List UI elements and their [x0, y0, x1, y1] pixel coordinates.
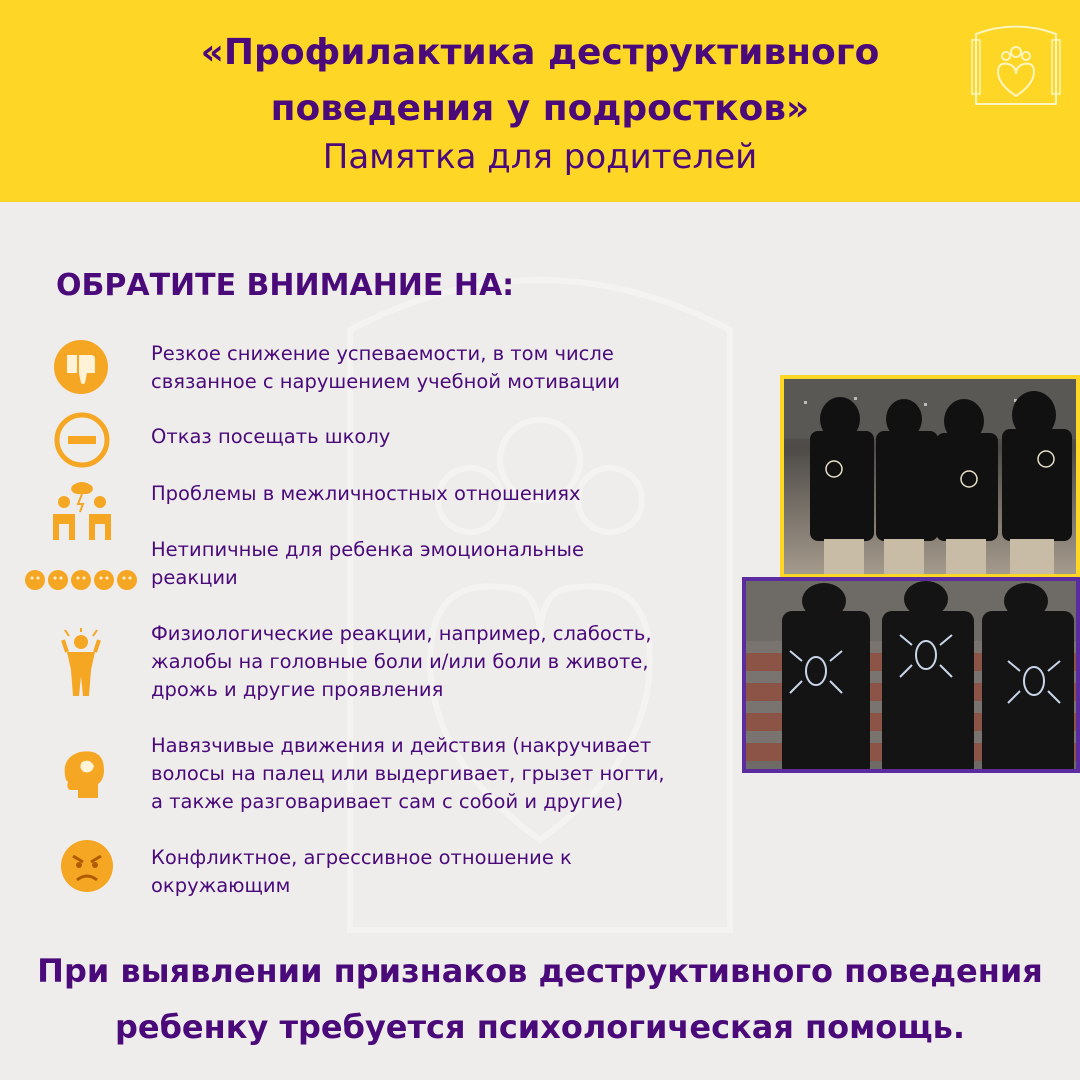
list-item-text: Конфликтное, агрессивное отношение к: [151, 846, 572, 869]
conflict-people-icon: [47, 478, 117, 542]
stressed-person-icon: [61, 628, 101, 698]
list-item: [151, 620, 751, 704]
list-item: [151, 423, 751, 451]
list-item: [151, 536, 751, 592]
photo-teens-stairs: [742, 577, 1080, 773]
photo-teens-mall: [780, 375, 1080, 578]
list-item-text: Физиологические реакции, например, слабость,: [151, 622, 652, 645]
photo-content: [784, 379, 1080, 578]
list-item-text: окружающим: [151, 874, 291, 897]
list-item-text: волосы на палец или выдергивает, грызет ногти,: [151, 762, 665, 785]
footer-line-2: ребенку требуется психологическая помощь.: [114, 1008, 966, 1046]
list-item: [151, 480, 751, 508]
head-profile-icon: [58, 746, 108, 802]
thumbs-down-icon: [53, 339, 109, 395]
emotion-faces-icon: [24, 568, 138, 592]
list-item-text: Навязчивые движения и действия (накручивает: [151, 734, 652, 757]
list-item-text: дрожь и другие проявления: [151, 678, 444, 701]
photo-content: [746, 581, 1080, 773]
no-entry-icon: [54, 412, 110, 468]
clinic-logo-icon: [966, 14, 1066, 114]
page-title: [0, 25, 1080, 137]
footer-line-1: При выявлении признаков деструктивного поведения: [37, 952, 1043, 990]
list-item: [151, 844, 751, 900]
section-heading: ОБРАТИТЕ ВНИМАНИЕ НА:: [56, 268, 515, 303]
angry-face-icon: [59, 838, 115, 894]
footer-message: [0, 943, 1080, 1055]
list-item-text: жалобы на головные боли и/или боли в животе,: [151, 650, 649, 673]
list-item-text: Проблемы в межличностных отношениях: [151, 482, 581, 505]
list-item: [151, 340, 751, 396]
list-item: [151, 732, 751, 816]
list-item-text: Резкое снижение успеваемости, в том числе: [151, 342, 614, 365]
list-item-text: реакции: [151, 566, 238, 589]
list-item-text: Нетипичные для ребенка эмоциональные: [151, 538, 584, 561]
list-item-text: связанное с нарушением учебной мотивации: [151, 370, 620, 393]
list-item-text: а также разговаривает сам с собой и другие): [151, 790, 624, 813]
list-item-text: Отказ посещать школу: [151, 425, 391, 448]
title-line-2: поведения у подростков»: [270, 88, 810, 129]
page-subtitle: Памятка для родителей: [322, 137, 758, 177]
title-line-1: «Профилактика деструктивного: [200, 32, 880, 73]
